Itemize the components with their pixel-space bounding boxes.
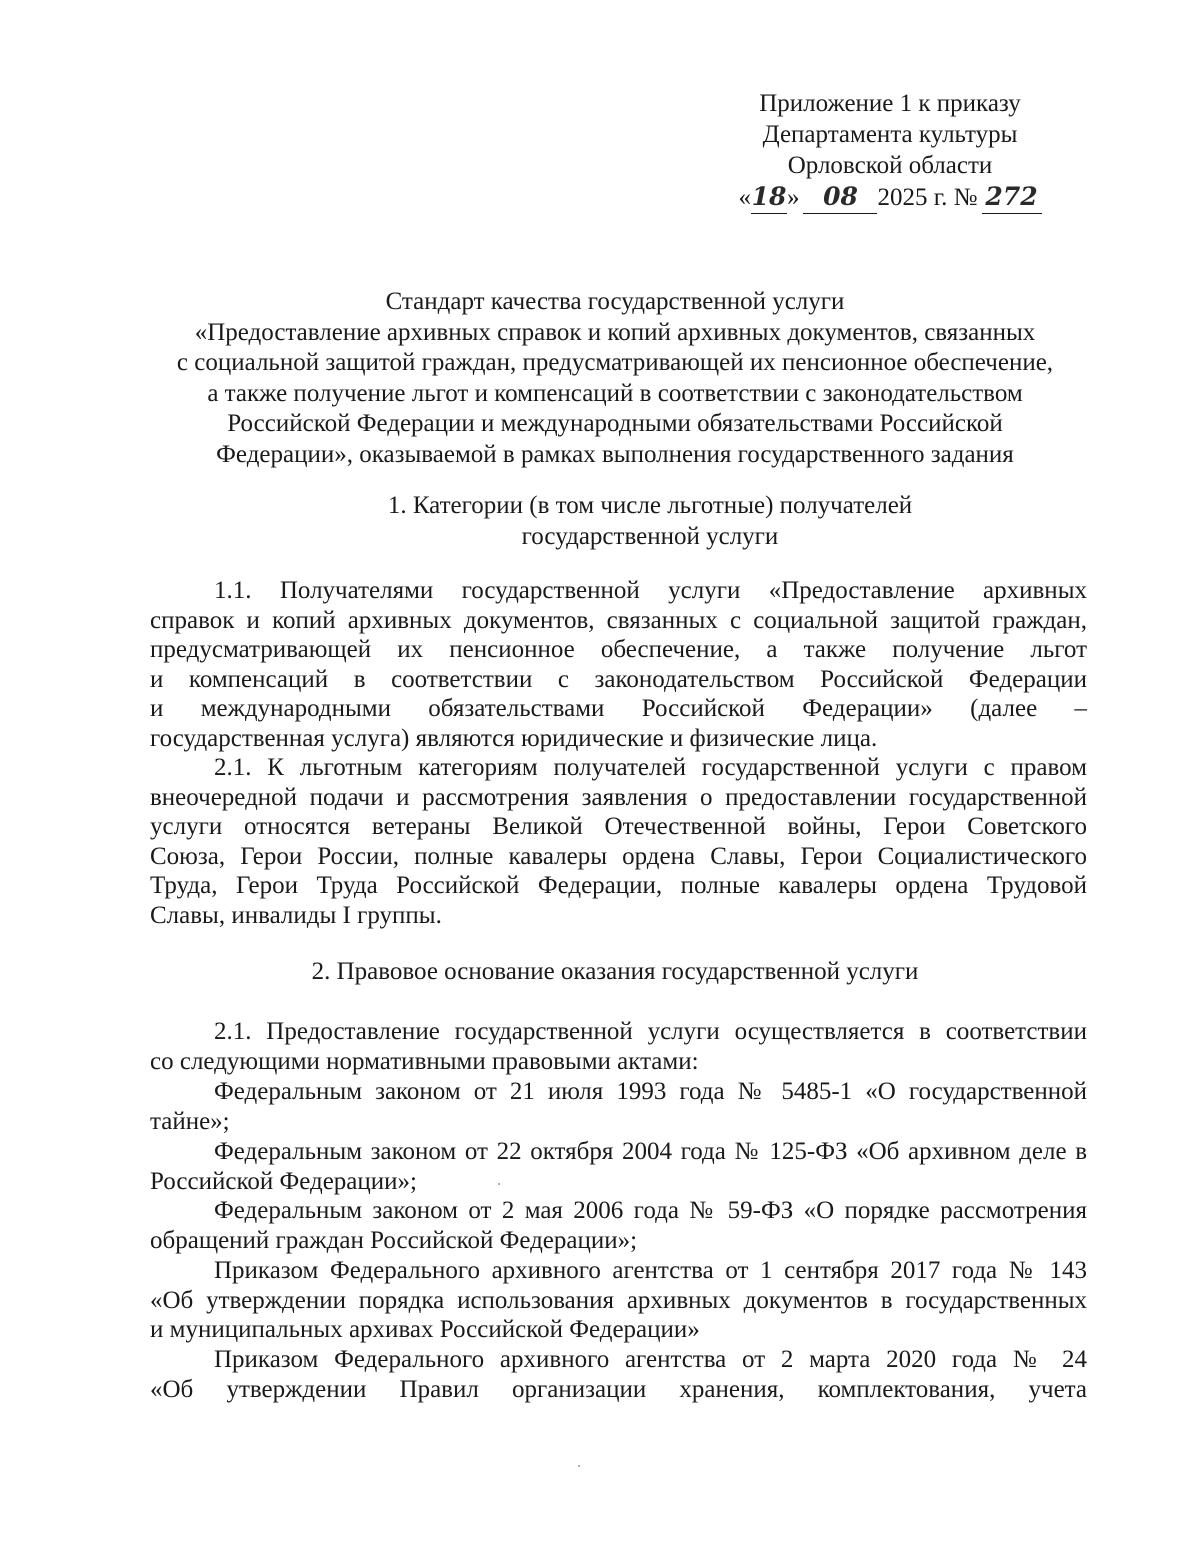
approval-date-line — [700, 181, 1080, 214]
document-title — [140, 287, 1090, 470]
section-2-heading — [140, 957, 1090, 988]
paragraph-line: внеочередной подачи и рассмотрения заявления о предоставлении государственной — [150, 783, 1087, 811]
section-2-paragraph-1 — [150, 1017, 1087, 1076]
title-line-3: с социальной защитой граждан, предусматривающей их пенсионное обеспечение, — [176, 349, 1054, 376]
paragraph-line: со следующими нормативными правовыми актами: — [150, 1047, 699, 1075]
paragraph-line: обращений граждан Российской Федерации»; — [150, 1226, 638, 1254]
paragraph-line: государственная услуга) являются юридические и физические лица. — [150, 724, 878, 752]
paragraph-line: Федеральным законом от 2 мая 2006 года № 59-ФЗ «О порядке рассмотрения — [214, 1197, 1087, 1224]
law-item-5 — [150, 1345, 1087, 1404]
paragraph-line: справок и копий архивных документов, связанных с социальной защитой граждан, — [150, 606, 1087, 634]
paragraph-line: предусматривающей их пенсионное обеспечение, а также получение льгот — [150, 636, 1087, 663]
paragraph-line: 1.1. Получателями государственной услуги «Предоставление архивных — [214, 577, 1087, 604]
scan-speck — [498, 1183, 500, 1185]
paragraph-line: «Об утверждении порядка использования архивных документов в государственных — [150, 1286, 1087, 1314]
date-quote-close: » — [786, 184, 800, 211]
title-line-4: а также получение льгот и компенсаций в соответствии с законодательством — [207, 379, 1023, 407]
paragraph-line: «Об утверждении Правил организации хранения, комплектования, учета — [150, 1375, 1087, 1403]
paragraph-line: Союза, Герои России, полные кавалеры ордена Славы, Герои Социалистического — [150, 842, 1087, 870]
paragraph-line: Приказом Федерального архивного агентства от 1 сентября 2017 года № 143 — [214, 1257, 1087, 1284]
date-month-handwritten: 08 — [823, 182, 858, 211]
title-line-6: Федерации», оказываемой в рамках выполнения государственного задания — [216, 440, 1014, 468]
paragraph-line: Федеральным законом от 22 октября 2004 года № 125-ФЗ «Об архивном деле в — [214, 1138, 1087, 1165]
approval-line-3: Орловской области — [787, 152, 993, 179]
paragraph-line: Славы, инвалиды I группы. — [150, 901, 442, 929]
law-item-2 — [150, 1137, 1087, 1196]
section-1-heading-line-2: государственной услуги — [521, 522, 779, 550]
paragraph-line: Федеральным законом от 21 июля 1993 года № 5485-1 «О государственной — [214, 1078, 1087, 1105]
law-item-1 — [150, 1077, 1087, 1136]
date-year-text: 2025 г. № — [877, 184, 978, 211]
title-line-1: Стандарт качества государственной услуги — [385, 288, 845, 315]
paragraph-line: и компенсаций в соответствии с законодательством Российской Федерации — [150, 665, 1087, 693]
paragraph-line: и муниципальных архивах Российской Федерации» — [150, 1316, 700, 1343]
section-1-heading-line-1: 1. Категории (в том числе льготные) получателей — [387, 492, 913, 519]
paragraph-line: Российской Федерации»; — [150, 1167, 417, 1195]
law-item-4 — [150, 1256, 1087, 1345]
paragraph-line: 2.1. К льготным категориям получателей государственной услуги с правом — [214, 754, 1087, 781]
paragraph-line: услуги относятся ветераны Великой Отечественной войны, Герои Советского — [150, 813, 1087, 840]
paragraph-line: Приказом Федерального архивного агентства от 2 марта 2020 года № 24 — [214, 1346, 1087, 1373]
approval-line-2: Департамента культуры — [762, 121, 1018, 148]
approval-line-1: Приложение 1 к приказу — [759, 90, 1021, 117]
paragraph-line: 2.1. Предоставление государственной услуги осуществляется в соответствии — [214, 1018, 1087, 1045]
date-quote-open: « — [738, 184, 751, 211]
date-month-field — [803, 181, 877, 214]
date-day-field — [751, 181, 787, 214]
title-line-5: Российской Федерации и международными обязательствами Российской — [227, 410, 1003, 437]
scan-speck — [578, 1465, 580, 1467]
section-1-heading — [160, 491, 1140, 552]
paragraph-line: тайне»; — [150, 1107, 230, 1135]
date-day-handwritten: 18 — [751, 182, 787, 211]
order-number-handwritten: 272 — [985, 182, 1038, 211]
title-line-2: «Предоставление архивных справок и копий архивных документов, связанных — [194, 318, 1036, 346]
approval-block — [700, 88, 1080, 214]
paragraph-line: Труда, Герои Труда Российской Федерации, полные кавалеры ордена Трудовой — [150, 872, 1087, 899]
paragraph-line: и международными обязательствами Российской Федерации» (далее – — [150, 695, 1087, 722]
section-1-paragraph-2 — [150, 753, 1087, 930]
section-2-heading-line: 2. Правовое основание оказания государственной услуги — [311, 958, 919, 985]
law-item-3 — [150, 1196, 1087, 1255]
section-1-paragraph-1 — [150, 576, 1087, 753]
order-number-field — [982, 181, 1042, 214]
